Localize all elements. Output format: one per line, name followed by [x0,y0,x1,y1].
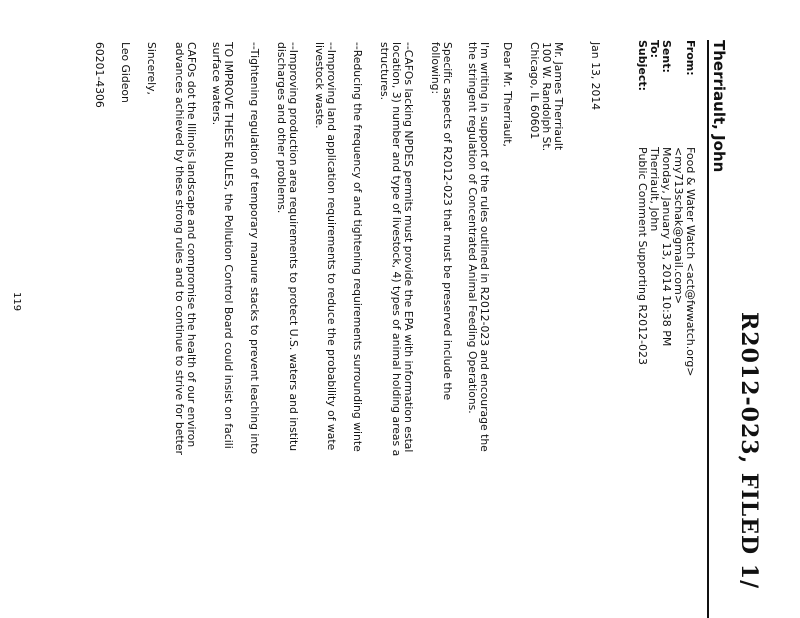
address-line: Mr. James Therriault [552,42,565,151]
sent-label: Sent: [660,40,673,73]
from-line-2: <my713schak@gmail.com> [672,147,685,305]
list-item-line: --Tightening regulation of temporary manure stacks to prevent leaching into [248,42,261,455]
to-value: Therriault, John [648,147,661,232]
letter-date: Jan 13, 2014 [589,42,602,111]
improve-line: TO IMPROVE THESE RULES, the Pollution Control Board could insist on facili [222,42,235,449]
salutation: Dear Mr. Therriault, [501,42,514,147]
closing-line: CAFOs dot the Illinois landscape and compromise the health of our environ [185,42,198,448]
list-item-line: --Improving production area requirements to protect U.S. waters and institu [287,42,300,452]
address-line: 100 W. Randolph St. [540,42,553,152]
signer-name: Leo Gideon [119,42,132,103]
specific-line: following: [429,42,442,95]
specific-line: Specific aspects of R2012-023 that must be preserved include the [441,42,454,401]
from-line-1: Food & Water Watch <act@fwwatch.org> [684,147,697,377]
list-item-line: location, 3) number and type of livestock, 4) types of animal holding areas a [390,42,403,457]
closing-line: advances achieved by these strong rules and to continue to strive for better [173,42,186,455]
intro-line: I'm writing in support of the rules outlined in R2012-023 and encourage the [478,42,491,452]
improve-line: surface waters. [210,42,223,126]
intro-line: the stringent regulation of Concentrated Animal Feeding Operations. [466,42,479,414]
sender-name: Therriault, John [710,40,728,173]
signer-zip: 60201-4306 [93,42,106,108]
list-item-line: --Reducing the frequency of and tightening requirements surrounding winte [351,42,364,452]
subject-label: Subject: [636,40,649,92]
subject-value: Public Comment Supporting R2012-023 [636,147,649,366]
list-item-line: structures. [378,42,391,101]
list-item-line: --Improving land application requirements to reduce the probability of wate [325,42,338,451]
signoff: Sincerely, [145,42,158,95]
header-divider [707,40,709,618]
list-item-line: livestock waste. [313,42,326,129]
sent-value: Monday, January 13, 2014 10:38 PM [660,147,673,347]
list-item-line: --CAFOs lacking NPDES permits must provide the EPA with information estal [402,42,415,453]
page-number: 119 [11,292,22,312]
filed-stamp: R2012-023, FILED 1/ [736,312,762,590]
to-label: To: [648,40,661,58]
from-label: From: [684,40,697,76]
list-item-line: discharges and other problems. [275,42,288,214]
address-line: Chicago, IL 60601 [528,42,541,140]
